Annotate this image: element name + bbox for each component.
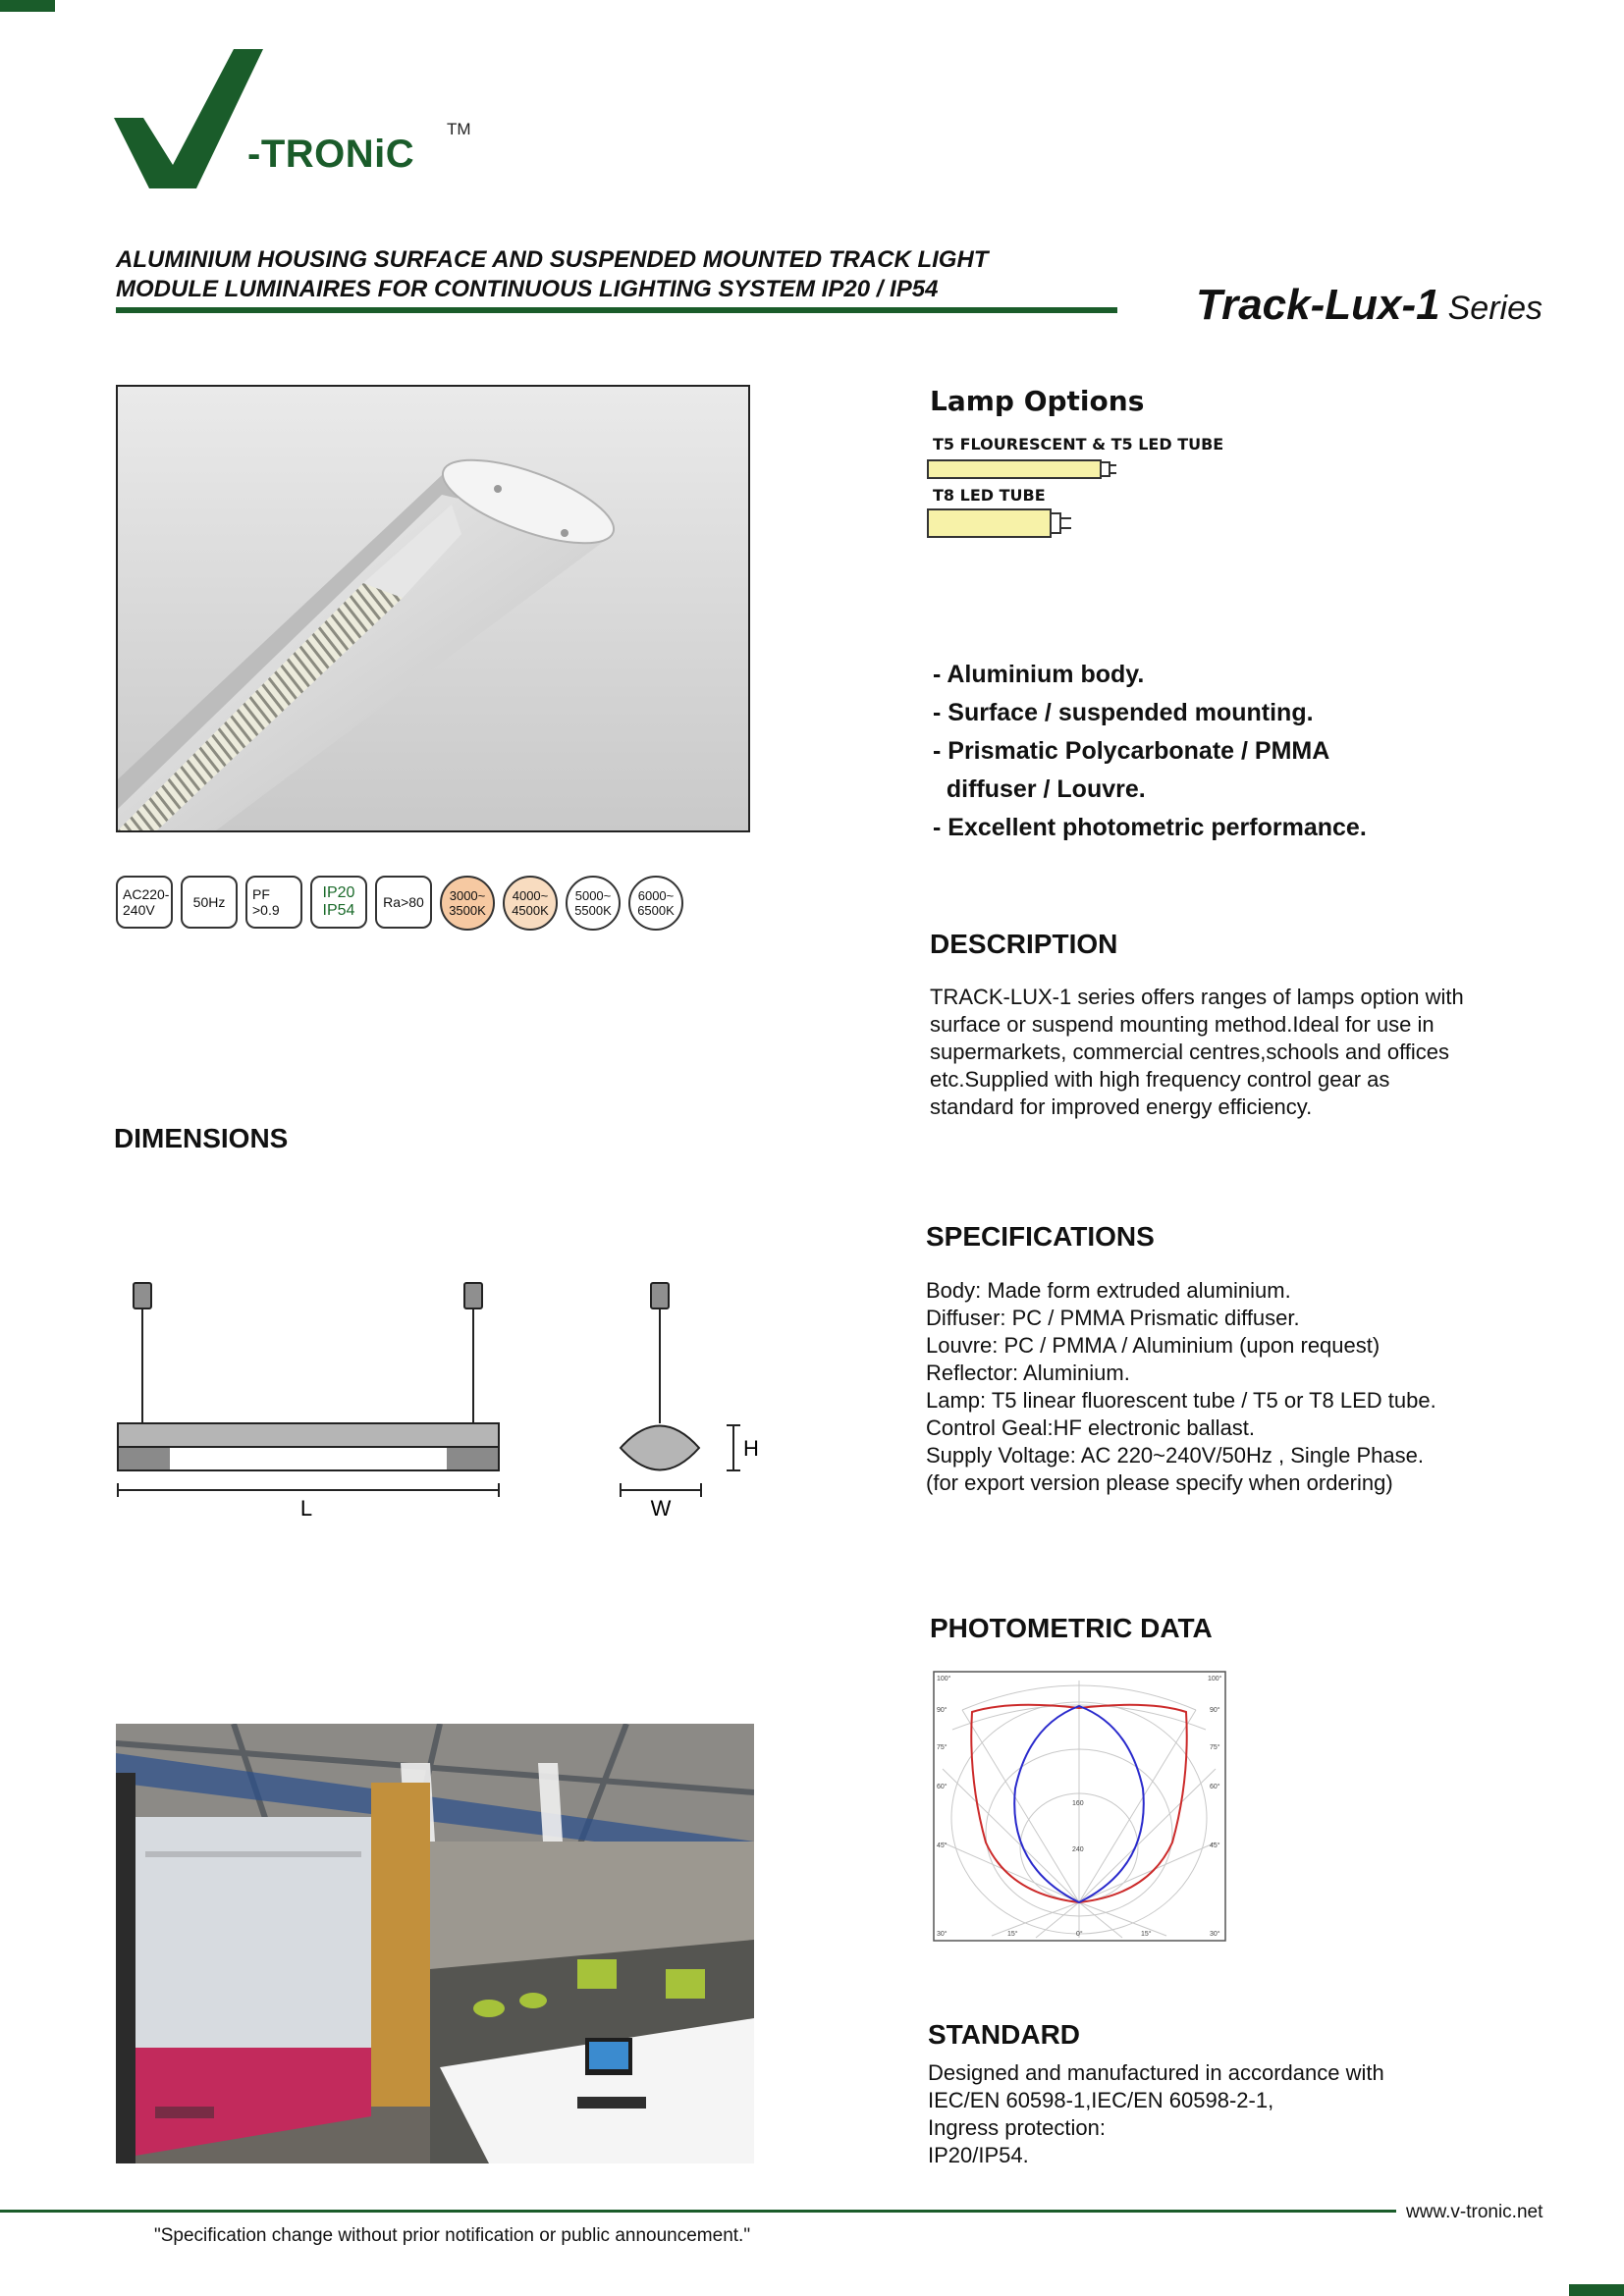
- cri-badge: [375, 876, 432, 929]
- bottom-angle-label: 15°: [1007, 1931, 1018, 1938]
- lamp-options-title: Lamp Options: [930, 385, 1145, 417]
- ip-rating-badge: [310, 876, 367, 929]
- feature-item: - Prismatic Polycarbonate / PMMA: [933, 737, 1330, 765]
- brand-name: -TRONiC: [247, 133, 415, 176]
- bottom-angle-label: 15°: [1141, 1931, 1152, 1938]
- cct-badge-4000: [503, 876, 558, 931]
- corner-accent-bottom: [1569, 2284, 1624, 2296]
- feature-list: [933, 656, 1367, 847]
- frequency-value: 50Hz: [192, 894, 226, 910]
- spec-line: Louvre: PC / PMMA / Aluminium (upon request): [926, 1333, 1380, 1358]
- corner-accent-top: [0, 0, 55, 12]
- cri-value: Ra>80: [383, 894, 424, 910]
- specifications-text: [926, 1277, 1436, 1497]
- standard-text: [928, 2059, 1384, 2169]
- series-name: Track-Lux-1: [1196, 281, 1440, 329]
- spec-line: Body: Made form extruded aluminium.: [926, 1278, 1291, 1303]
- description-title: DESCRIPTION: [930, 929, 1118, 959]
- feature-item: diffuser / Louvre.: [933, 775, 1146, 803]
- track-light-luminaire-illustration: [118, 387, 748, 830]
- cct-badge-3000: [440, 876, 495, 931]
- dimension-height-label: H: [743, 1436, 759, 1461]
- angle-label-right: 60°: [1210, 1784, 1220, 1790]
- voltage-line-2: 240V: [123, 902, 155, 918]
- product-photo: [116, 385, 750, 832]
- spec-line: Lamp: T5 linear fluorescent tube / T5 or T8 LED tube.: [926, 1388, 1436, 1413]
- bottom-angle-label: 30°: [937, 1931, 947, 1938]
- spec-line: Control Geal:HF electronic ballast.: [926, 1415, 1256, 1440]
- angle-label-left: 60°: [937, 1784, 947, 1790]
- headline-line-2: MODULE LUMINAIRES FOR CONTINUOUS LIGHTING SYSTEM IP20 / IP54: [116, 276, 939, 302]
- description-line: supermarkets, commercial centres,schools and offices: [930, 1040, 1450, 1064]
- headline-line-1: ALUMINIUM HOUSING SURFACE AND SUSPENDED MOUNTED TRACK LIGHT: [116, 246, 989, 273]
- standard-line: Ingress protection:: [928, 2115, 1106, 2140]
- power-factor-badge: [245, 876, 302, 929]
- cct-line-2: 6500K: [637, 903, 675, 918]
- t8-tube-icon: [927, 507, 1074, 539]
- cct-line-1: 6000~: [637, 888, 675, 903]
- pf-line-2: >0.9: [252, 902, 280, 918]
- bottom-angle-label: 0°: [1076, 1931, 1083, 1938]
- spec-line: Reflector: Aluminium.: [926, 1361, 1130, 1385]
- spec-line: Diffuser: PC / PMMA Prismatic diffuser.: [926, 1306, 1300, 1330]
- description-text: [930, 984, 1464, 1121]
- cct-line-2: 3500K: [449, 903, 486, 918]
- cct-badge-6000: [628, 876, 683, 931]
- angle-label-right: 100°: [1208, 1676, 1222, 1682]
- cct-line-1: 5000~: [574, 888, 612, 903]
- angle-label-left: 75°: [937, 1744, 947, 1751]
- angle-label-right: 45°: [1210, 1842, 1220, 1849]
- photometric-title: PHOTOMETRIC DATA: [930, 1613, 1213, 1643]
- radial-label: 160: [1072, 1800, 1084, 1807]
- specifications-title: SPECIFICATIONS: [926, 1221, 1155, 1252]
- cct-line-1: 4000~: [512, 888, 549, 903]
- footer-divider: [0, 2210, 1396, 2213]
- pf-line-1: PF: [252, 886, 270, 902]
- standard-line: Designed and manufactured in accordance with: [928, 2060, 1384, 2085]
- radial-label: 240: [1072, 1846, 1084, 1853]
- feature-item: - Aluminium body.: [933, 661, 1145, 688]
- v-checkmark-logo-icon: [114, 49, 267, 188]
- cct-badge-5000: [566, 876, 621, 931]
- dimensions-drawing: [114, 1276, 762, 1522]
- office-application-photo: [116, 1724, 754, 2163]
- polar-light-distribution-chart: [933, 1671, 1226, 1942]
- feature-item: - Surface / suspended mounting.: [933, 699, 1314, 726]
- t8-tube-label: T8 LED TUBE: [933, 486, 1046, 505]
- cct-line-1: 3000~: [449, 888, 486, 903]
- trademark-symbol: TM: [447, 120, 471, 138]
- description-line: etc.Supplied with high frequency control gear as: [930, 1067, 1390, 1092]
- dimension-length-label: L: [299, 1496, 313, 1521]
- cct-line-2: 4500K: [512, 903, 549, 918]
- ip-line-1: IP20: [322, 884, 355, 901]
- disclaimer-note: "Specification change without prior notification or public announcement.": [154, 2225, 751, 2246]
- cct-line-2: 5500K: [574, 903, 612, 918]
- voltage-line-1: AC220-: [123, 886, 170, 902]
- feature-item: - Excellent photometric performance.: [933, 814, 1367, 841]
- angle-label-right: 90°: [1210, 1707, 1220, 1714]
- website-url[interactable]: www.v-tronic.net: [1406, 2202, 1543, 2222]
- standard-line: IEC/EN 60598-1,IEC/EN 60598-2-1,: [928, 2088, 1274, 2112]
- spec-badges: [116, 876, 683, 931]
- page-headline: [116, 245, 1117, 304]
- dimensions-title: DIMENSIONS: [114, 1123, 289, 1153]
- frequency-badge: [181, 876, 238, 929]
- standard-line: IP20/IP54.: [928, 2143, 1029, 2167]
- angle-label-left: 90°: [937, 1707, 947, 1714]
- angle-label-left: 45°: [937, 1842, 947, 1849]
- description-line: standard for improved energy efficiency.: [930, 1095, 1313, 1119]
- description-line: TRACK-LUX-1 series offers ranges of lamps option with: [930, 985, 1464, 1009]
- series-title: [1196, 281, 1543, 330]
- dimension-width-label: W: [650, 1496, 672, 1521]
- series-word: Series: [1447, 290, 1543, 327]
- t5-tube-icon: [927, 457, 1117, 481]
- ip-line-2: IP54: [322, 902, 355, 919]
- bottom-angle-label: 30°: [1210, 1931, 1220, 1938]
- t5-tube-label: T5 FLOURESCENT & T5 LED TUBE: [933, 435, 1224, 454]
- angle-label-left: 100°: [937, 1676, 951, 1682]
- voltage-badge: [116, 876, 173, 929]
- description-line: surface or suspend mounting method.Ideal for use in: [930, 1012, 1435, 1037]
- standard-title: STANDARD: [928, 2019, 1081, 2050]
- spec-line: Supply Voltage: AC 220~240V/50Hz , Single Phase.: [926, 1443, 1424, 1468]
- headline-divider: [116, 307, 1117, 313]
- angle-label-right: 75°: [1210, 1744, 1220, 1751]
- spec-line: (for export version please specify when ordering): [926, 1470, 1393, 1495]
